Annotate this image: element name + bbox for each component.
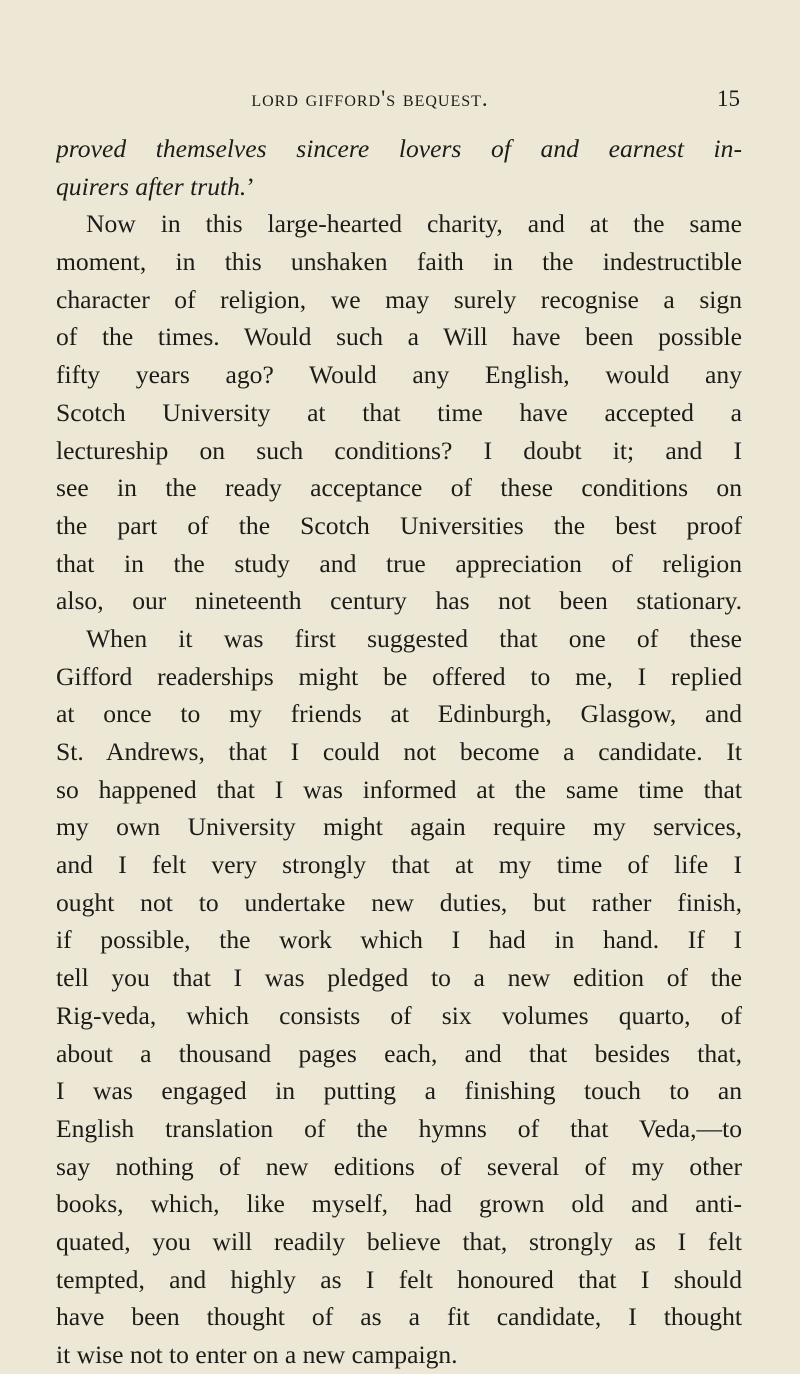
text-segment: English translation of the hymns of that Veda,—to <box>56 1113 742 1143</box>
text-line <box>56 1261 742 1299</box>
text-line <box>56 1035 742 1073</box>
text-line <box>56 733 742 771</box>
text-segment: character of religion, we may surely recognise a sign <box>56 284 742 314</box>
text-segment: also, our nineteenth century has not been stationary. <box>56 586 742 616</box>
text-line <box>56 997 742 1035</box>
text-segment: so happened that I was informed at the same time that <box>56 774 742 804</box>
text-segment: of the times. Would such a Will have been possible <box>56 322 742 352</box>
text-line <box>56 959 742 997</box>
text-segment: it wise not to enter on a new campaign. <box>56 1340 458 1369</box>
text-line <box>56 1148 742 1186</box>
text-segment: When it was first suggested that one of these <box>86 623 742 653</box>
page-number: 15 <box>717 86 740 111</box>
text-line <box>56 921 742 959</box>
text-line <box>56 318 742 356</box>
text-segment: say nothing of new editions of several of my other <box>56 1151 742 1181</box>
text-line <box>56 469 742 507</box>
italic-text: quirers after truth. <box>56 171 247 201</box>
text-line <box>56 432 742 470</box>
text-line <box>56 1336 742 1374</box>
text-line <box>56 545 742 583</box>
text-segment: moment, in this unshaken faith in the indestructible <box>56 247 742 277</box>
text-segment: Rig-veda, which consists of six volumes quarto, of <box>56 1000 742 1030</box>
text-segment: Now in this large-hearted charity, and at the same <box>86 209 742 239</box>
text-line <box>56 620 742 658</box>
text-line <box>56 771 742 809</box>
text-line <box>56 507 742 545</box>
italic-text: proved themselves sincere lovers of and earnest in- <box>56 134 742 163</box>
text-segment: fifty years ago? Would any English, would any <box>56 360 742 390</box>
text-segment: about a thousand pages each, and that besides that, <box>56 1038 742 1068</box>
text-line <box>56 695 742 733</box>
text-segment: see in the ready acceptance of these conditions on <box>56 473 742 503</box>
text-line <box>56 1185 742 1223</box>
text-line <box>56 205 742 243</box>
text-line <box>56 884 742 922</box>
text-segment: tempted, and highly as I felt honoured that I should <box>56 1264 742 1294</box>
text-line <box>56 356 742 394</box>
body-text <box>56 130 742 1374</box>
text-line <box>56 582 742 620</box>
text-segment: lectureship on such conditions? I doubt it; and I <box>56 435 742 465</box>
text-line <box>56 130 742 168</box>
text-line <box>56 243 742 281</box>
text-segment: Gifford readerships might be offered to me, I replied <box>56 661 742 691</box>
text-line <box>56 846 742 884</box>
text-line <box>56 168 742 206</box>
text-line <box>56 658 742 696</box>
text-line <box>56 1072 742 1110</box>
text-segment: have been thought of as a fit candidate, I thought <box>56 1302 742 1332</box>
text-segment: my own University might again require my services, <box>56 812 742 842</box>
text-segment: the part of the Scotch Universities the best proof <box>56 510 742 540</box>
text-line <box>56 394 742 432</box>
text-segment: at once to my friends at Edinburgh, Glasgow, and <box>56 699 742 729</box>
text-segment: ought not to undertake new duties, but rather finish, <box>56 887 742 917</box>
text-line <box>56 1110 742 1148</box>
text-line <box>56 1223 742 1261</box>
text-segment: ’ <box>246 171 255 201</box>
text-segment: I was engaged in putting a finishing touch to an <box>56 1076 742 1106</box>
text-line <box>56 1298 742 1336</box>
text-segment: St. Andrews, that I could not become a candidate. It <box>56 737 742 766</box>
text-segment: and I felt very strongly that at my time of life I <box>56 850 742 880</box>
text-segment: Scotch University at that time have accepted a <box>56 397 742 427</box>
text-line <box>56 808 742 846</box>
text-segment: books, which, like myself, had grown old and anti- <box>56 1189 742 1219</box>
text-segment: tell you that I was pledged to a new edition of the <box>56 963 742 993</box>
text-line <box>56 281 742 319</box>
running-head: lord gifford's bequest. <box>251 86 489 111</box>
text-segment: that in the study and true appreciation of religion <box>56 548 742 578</box>
text-segment: quated, you will readily believe that, strongly as I felt <box>56 1226 742 1256</box>
text-segment: if possible, the work which I had in hand. If I <box>56 925 742 955</box>
